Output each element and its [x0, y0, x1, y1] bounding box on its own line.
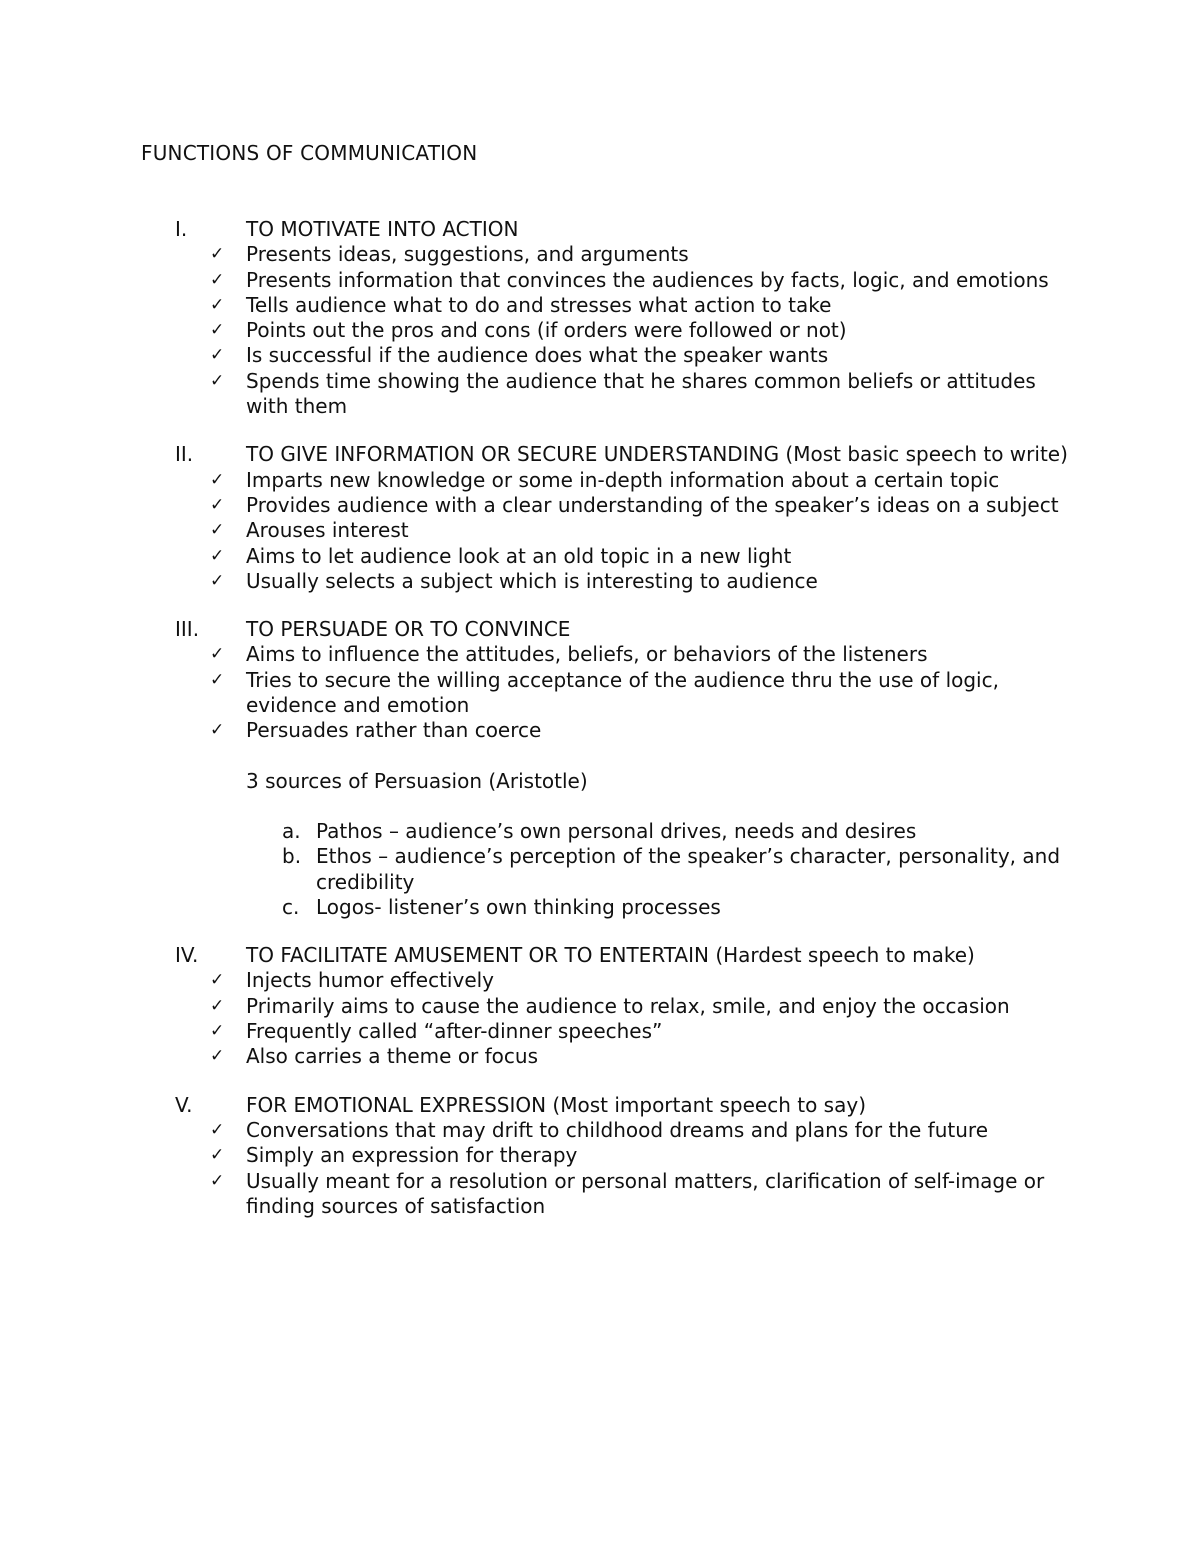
list-item: [175, 1044, 1075, 1069]
checklist: [175, 468, 1075, 594]
section: [175, 442, 1075, 594]
document-title: FUNCTIONS OF COMMUNICATION: [141, 141, 478, 165]
list-item: [175, 268, 1075, 293]
section-numeral: I.: [175, 217, 188, 241]
list-item-text: Also carries a theme or focus: [246, 1044, 539, 1069]
section: [175, 1093, 1075, 1219]
section-heading-text: TO FACILITATE AMUSEMENT OR TO ENTERTAIN (Hardest speech to make): [246, 943, 975, 968]
source-marker: c.: [282, 894, 300, 919]
list-item-text: Tries to secure the willing acceptance of the audience thru the use of logic, evidence and emotion: [246, 667, 999, 718]
list-item: [175, 544, 1075, 569]
checkmark-icon: ✓: [210, 320, 225, 341]
list-item: [175, 293, 1075, 318]
checkmark-icon: ✓: [210, 1145, 225, 1166]
list-item: [175, 1169, 1075, 1220]
list-item: [175, 668, 1075, 719]
list-item: [175, 1118, 1075, 1143]
list-item: [175, 1019, 1075, 1044]
list-item-text: Aims to influence the attitudes, beliefs, or behaviors of the listeners: [246, 642, 928, 667]
list-item: [175, 1143, 1075, 1168]
section-heading-text: TO GIVE INFORMATION OR SECURE UNDERSTANDING (Most basic speech to write): [246, 442, 1068, 467]
list-item-text: Aims to let audience look at an old topic in a new light: [246, 543, 792, 568]
list-item: [175, 518, 1075, 543]
checkmark-icon: ✓: [210, 545, 225, 566]
list-item-text: Usually selects a subject which is interesting to audience: [246, 568, 818, 593]
section-numeral: V.: [175, 1092, 193, 1117]
list-item: [175, 242, 1075, 267]
list-item-text: Tells audience what to do and stresses what action to take: [246, 292, 832, 317]
list-item-text: Usually meant for a resolution or personal matters, clarification of self-image or finding sources of satisfaction: [246, 1168, 1045, 1218]
section-numeral: II.: [175, 442, 194, 467]
list-item-text: Arouses interest: [246, 518, 409, 543]
sources-title: 3 sources of Persuasion (Aristotle): [246, 768, 588, 793]
section: [175, 217, 1075, 419]
checkmark-icon: ✓: [210, 345, 225, 366]
checkmark-icon: ✓: [210, 244, 225, 265]
list-item-text: Conversations that may drift to childhood dreams and plans for the future: [246, 1117, 988, 1142]
section-heading-text: TO PERSUADE OR TO CONVINCE: [246, 617, 571, 642]
checklist: [175, 642, 1075, 743]
source-item: [282, 819, 1075, 844]
checkmark-icon: ✓: [210, 995, 225, 1016]
list-item: [175, 968, 1075, 993]
list-item: [175, 994, 1075, 1019]
persuasion-sources: [175, 769, 1075, 920]
section-numeral: III.: [175, 617, 200, 642]
list-item: [175, 718, 1075, 743]
list-item-text: Spends time showing the audience that he shares common beliefs or attitudes with them: [246, 368, 1036, 419]
sources-list: [246, 819, 1075, 920]
checkmark-icon: ✓: [210, 1119, 225, 1140]
checkmark-icon: ✓: [210, 469, 225, 490]
checkmark-icon: ✓: [210, 1046, 225, 1067]
list-item: [175, 493, 1075, 518]
checkmark-icon: ✓: [210, 294, 225, 315]
list-item: [175, 318, 1075, 343]
source-marker: b.: [282, 844, 302, 869]
section-heading: [175, 217, 1075, 242]
source-item: [282, 844, 1075, 895]
section-heading-text: TO MOTIVATE INTO ACTION: [246, 217, 519, 241]
section-heading: [175, 617, 1075, 642]
section-heading-text: FOR EMOTIONAL EXPRESSION (Most important speech to say): [246, 1092, 866, 1117]
checkmark-icon: ✓: [210, 570, 225, 591]
section-numeral: IV.: [175, 943, 199, 968]
checkmark-icon: ✓: [210, 1021, 225, 1042]
section-heading: [175, 1093, 1075, 1118]
list-item-text: Provides audience with a clear understanding of the speaker’s ideas on a subject: [246, 492, 1059, 517]
list-item-text: Is successful if the audience does what the speaker wants: [246, 343, 829, 368]
checklist: [175, 1118, 1075, 1219]
list-item: [175, 369, 1075, 420]
list-item-text: Points out the pros and cons (if orders were followed or not): [246, 318, 847, 343]
section: [175, 943, 1075, 1069]
list-item: [175, 642, 1075, 667]
checkmark-icon: ✓: [210, 720, 225, 741]
section-heading: [175, 943, 1075, 968]
list-item-text: Primarily aims to cause the audience to relax, smile, and enjoy the occasion: [246, 993, 1010, 1018]
source-text: Pathos – audience’s own personal drives, needs and desires: [316, 818, 917, 843]
checkmark-icon: ✓: [210, 970, 225, 991]
section-heading: [175, 442, 1075, 467]
list-item-text: Frequently called “after-dinner speeches”: [246, 1019, 663, 1044]
list-item-text: Simply an expression for therapy: [246, 1143, 578, 1168]
checkmark-icon: ✓: [210, 520, 225, 541]
checkmark-icon: ✓: [210, 370, 225, 391]
checklist: [175, 968, 1075, 1069]
source-item: [282, 895, 1075, 920]
list-item-text: Presents information that convinces the audiences by facts, logic, and emotions: [246, 267, 1049, 292]
section: [175, 617, 1075, 920]
source-text: Ethos – audience’s perception of the speaker’s character, personality, and credibility: [316, 844, 1061, 894]
checkmark-icon: ✓: [210, 644, 225, 665]
list-item: [175, 468, 1075, 493]
checkmark-icon: ✓: [210, 494, 225, 515]
source-marker: a.: [282, 818, 301, 843]
source-text: Logos- listener’s own thinking processes: [316, 894, 721, 919]
list-item-text: Injects humor effectively: [246, 968, 495, 993]
list-item-text: Presents ideas, suggestions, and arguments: [246, 242, 689, 267]
list-item-text: Persuades rather than coerce: [246, 718, 542, 743]
checkmark-icon: ✓: [210, 269, 225, 290]
list-item-text: Imparts new knowledge or some in-depth information about a certain topic: [246, 467, 1000, 492]
list-item: [175, 569, 1075, 594]
list-item: [175, 343, 1075, 368]
sections-list: [175, 217, 1075, 1242]
checkmark-icon: ✓: [210, 1170, 225, 1191]
checklist: [175, 242, 1075, 419]
checkmark-icon: ✓: [210, 669, 225, 690]
